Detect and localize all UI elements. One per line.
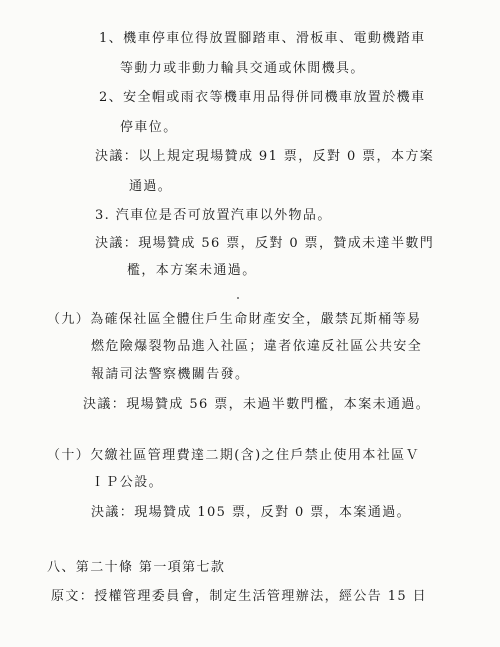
- line-2: 等動力或非動力輪具交通或休閒機具。: [120, 61, 365, 76]
- line-16: 決議：現場贊成 105 票，反對 0 票，本案通過。: [91, 505, 412, 520]
- line-11: 燃危險爆裂物品進入社區；違者依違反社區公共安全: [91, 339, 423, 354]
- line-9: 檻，本方案未通過。: [127, 263, 257, 278]
- scan-speck: [237, 297, 239, 299]
- line-8: 決議：現場贊成 56 票，反對 0 票，贊成未達半數門: [95, 236, 435, 251]
- line-1: 1、機車停車位得放置腳踏車、滑板車、電動機踏車: [99, 31, 426, 46]
- line-6: 通過。: [129, 179, 173, 194]
- line-15: ＩＰ公設。: [91, 475, 164, 490]
- line-18: 原文：授權管理委員會，制定生活管理辦法，經公告 15 日: [51, 589, 428, 604]
- line-12: 報請司法警察機關告發。: [91, 367, 250, 382]
- line-4: 停車位。: [120, 120, 178, 135]
- line-17: 八、第二十條 第一項第七款: [47, 560, 226, 575]
- line-13: 決議：現場贊成 56 票，未過半數門檻，本案未通過。: [83, 397, 431, 412]
- line-10: （九）為確保社區全體住戶生命財產安全，嚴禁瓦斯桶等易: [47, 312, 422, 327]
- line-7: 3. 汽車位是否可放置汽車以外物品。: [95, 208, 332, 223]
- line-5: 決議：以上規定現場贊成 91 票，反對 0 票，本方案: [95, 149, 435, 164]
- line-14: （十）欠繳社區管理費達二期(含)之住戶禁止使用本社區Ｖ: [47, 448, 420, 463]
- line-3: 2、安全帽或雨衣等機車用品得併同機車放置於機車: [99, 90, 426, 105]
